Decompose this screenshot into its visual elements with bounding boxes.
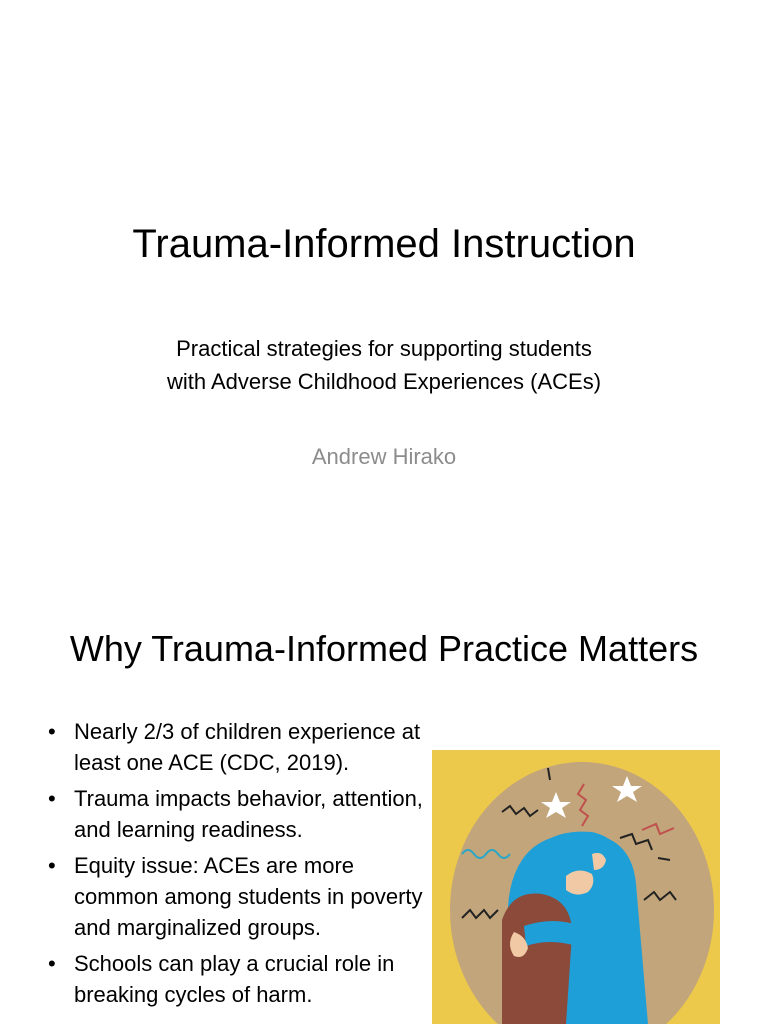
bullet-item <box>48 948 438 1010</box>
subtitle-line-2: with Adverse Childhood Experiences (ACEs) <box>166 369 602 394</box>
bullet-marker: • <box>48 786 56 811</box>
bullet-item <box>48 716 438 778</box>
slide-subtitle <box>0 332 768 398</box>
slide-title: Trauma-Informed Instruction <box>132 222 636 266</box>
bullet-marker: • <box>48 853 56 878</box>
distressed-child-illustration <box>432 750 720 1024</box>
illustration-graphic <box>432 750 720 1024</box>
bullet-marker: • <box>48 719 56 744</box>
bullet-marker: • <box>48 951 56 976</box>
bullet-list <box>48 716 438 1015</box>
pants-shape <box>502 894 572 1024</box>
bullet-text: Schools can play a crucial role in breaking cycles of harm. <box>74 951 395 1007</box>
subtitle-line-1: Practical strategies for supporting students <box>176 336 592 361</box>
section-title: Why Trauma-Informed Practice Matters <box>69 628 699 669</box>
content-slide <box>0 576 768 1024</box>
bullet-text: Trauma impacts behavior, attention, and learning readiness. <box>74 786 423 842</box>
bullet-text: Nearly 2/3 of children experience at least one ACE (CDC, 2019). <box>74 719 421 775</box>
bullet-item <box>48 783 438 845</box>
bullet-text: Equity issue: ACEs are more common among students in poverty and marginalized groups. <box>74 853 423 940</box>
author-name: Andrew Hirako <box>311 444 457 469</box>
bullet-item <box>48 850 438 943</box>
